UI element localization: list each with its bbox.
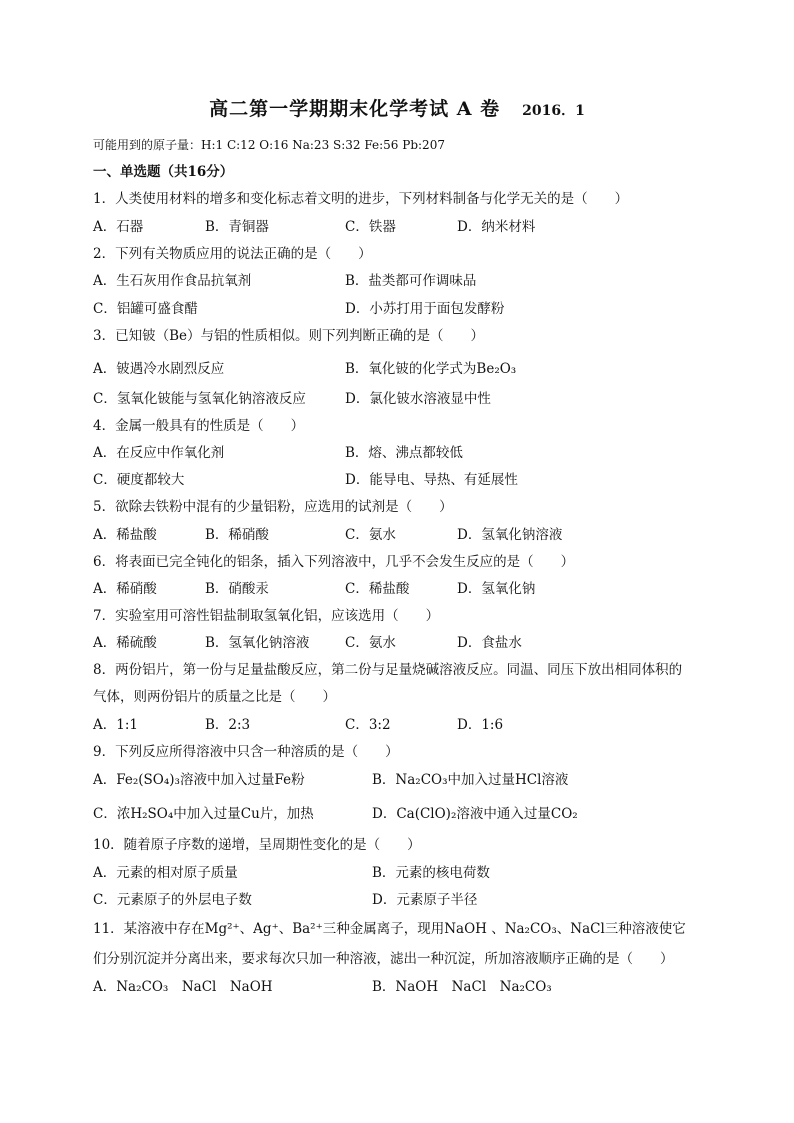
question-6-stem: 6．将表面已完全钝化的铝条，插入下列溶液中，几乎不会发生反应的是（ ） bbox=[93, 554, 575, 570]
q10-option-d: D．元素原子半径 bbox=[372, 892, 478, 908]
exam-title bbox=[0, 94, 794, 121]
question-10-stem: 10．随着原子序数的递增，呈周期性变化的是（ ） bbox=[93, 837, 421, 853]
q7-option-c: C．氨水 bbox=[345, 635, 396, 651]
q4-option-c: C．硬度都较大 bbox=[93, 472, 185, 488]
question-7-stem: 7．实验室用可溶性铝盐制取氢氧化铝，应该选用（ ） bbox=[93, 608, 440, 624]
q9-option-b: B．Na₂CO₃中加入过量HCl溶液 bbox=[372, 772, 569, 788]
exam-date: 2016．1 bbox=[522, 103, 585, 119]
q1-option-c: C．铁器 bbox=[345, 219, 396, 235]
q7-option-b: B．氢氧化钠溶液 bbox=[205, 635, 310, 651]
q10-option-c: C．元素原子的外层电子数 bbox=[93, 892, 252, 908]
q6-option-d: D．氢氧化钠 bbox=[457, 581, 536, 597]
q5-option-c: C．氨水 bbox=[345, 527, 396, 543]
q1-option-d: D．纳米材料 bbox=[457, 219, 536, 235]
question-3-stem: 3．已知铍（Be）与铝的性质相似。则下列判断正确的是（ ） bbox=[93, 328, 484, 344]
q9-option-c: C．浓H₂SO₄中加入过量Cu片，加热 bbox=[93, 806, 314, 822]
q4-option-a: A．在反应中作氧化剂 bbox=[93, 445, 225, 461]
question-8-stem: 8．两份铝片，第一份与足量盐酸反应，第二份与足量烧碱溶液反应。同温、同压下放出相同体积的 bbox=[93, 662, 683, 678]
q3-option-d: D．氯化铍水溶液显中性 bbox=[345, 391, 491, 407]
q2-option-d: D．小苏打用于面包发酵粉 bbox=[345, 301, 505, 317]
question-11-stem: 11．某溶液中存在Mg²⁺、Ag⁺、Ba²⁺三种金属离子，现用NaOH 、Na₂CO₃、NaCl三种溶液使它 bbox=[93, 921, 686, 937]
q6-option-b: B．硝酸汞 bbox=[205, 581, 269, 597]
question-9-stem: 9．下列反应所得溶液中只含一种溶质的是（ ） bbox=[93, 744, 399, 760]
q3-option-c: C．氢氧化铍能与氢氧化钠溶液反应 bbox=[93, 391, 306, 407]
q1-option-a: A．石器 bbox=[93, 219, 144, 235]
q10-option-a: A．元素的相对原子质量 bbox=[93, 865, 238, 881]
q2-option-a: A．生石灰用作食品抗氧剂 bbox=[93, 273, 252, 289]
q8-option-b: B．2:3 bbox=[205, 717, 251, 733]
q10-option-b: B．元素的核电荷数 bbox=[372, 865, 490, 881]
q11-option-a: A．Na₂CO₃ NaCl NaOH bbox=[93, 979, 273, 995]
q6-option-c: C．稀盐酸 bbox=[345, 581, 410, 597]
question-4-stem: 4．金属一般具有的性质是（ ） bbox=[93, 418, 305, 434]
q2-option-c: C．铝罐可盛食醋 bbox=[93, 301, 198, 317]
q9-option-a: A．Fe₂(SO₄)₃溶液中加入过量Fe粉 bbox=[93, 772, 305, 788]
q7-option-a: A．稀硫酸 bbox=[93, 635, 157, 651]
question-11-stem-cont: 们分别沉淀并分离出来，要求每次只加一种溶液，滤出一种沉淀，所加溶液顺序正确的是（ ） bbox=[93, 951, 674, 967]
q8-option-d: D．1:6 bbox=[457, 717, 504, 733]
q3-option-a: A．铍遇冷水剧烈反应 bbox=[93, 361, 225, 377]
q6-option-a: A．稀硝酸 bbox=[93, 581, 157, 597]
q4-option-d: D．能导电、导热、有延展性 bbox=[345, 472, 518, 488]
q11-option-b: B．NaOH NaCl Na₂CO₃ bbox=[372, 979, 552, 995]
q4-option-b: B．熔、沸点都较低 bbox=[345, 445, 463, 461]
q8-option-c: C．3:2 bbox=[345, 717, 391, 733]
q3-option-b: B．氧化铍的化学式为Be₂O₃ bbox=[345, 361, 517, 377]
question-8-stem-cont: 气体，则两份铝片的质量之比是（ ） bbox=[93, 689, 336, 705]
q9-option-d: D．Ca(ClO)₂溶液中通入过量CO₂ bbox=[372, 806, 578, 822]
title-text: 高二第一学期期末化学考试 A 卷 bbox=[209, 98, 501, 120]
question-1-stem: 1．人类使用材料的增多和变化标志着文明的进步，下列材料制备与化学无关的是（ ） bbox=[93, 191, 629, 207]
q5-option-d: D．氢氧化钠溶液 bbox=[457, 527, 563, 543]
atomic-masses: 可能用到的原子量：H:1 C:12 O:16 Na:23 S:32 Fe:56 Pb:207 bbox=[93, 138, 445, 152]
section-heading: 一、单选题（共16分） bbox=[93, 164, 234, 180]
q5-option-b: B．稀硝酸 bbox=[205, 527, 269, 543]
question-5-stem: 5．欲除去铁粉中混有的少量铝粉，应选用的试剂是（ ） bbox=[93, 499, 453, 515]
q1-option-b: B．青铜器 bbox=[205, 219, 269, 235]
q7-option-d: D．食盐水 bbox=[457, 635, 522, 651]
q5-option-a: A．稀盐酸 bbox=[93, 527, 157, 543]
q8-option-a: A．1:1 bbox=[93, 717, 138, 733]
question-2-stem: 2．下列有关物质应用的说法正确的是（ ） bbox=[93, 246, 372, 262]
q2-option-b: B．盐类都可作调味品 bbox=[345, 273, 477, 289]
